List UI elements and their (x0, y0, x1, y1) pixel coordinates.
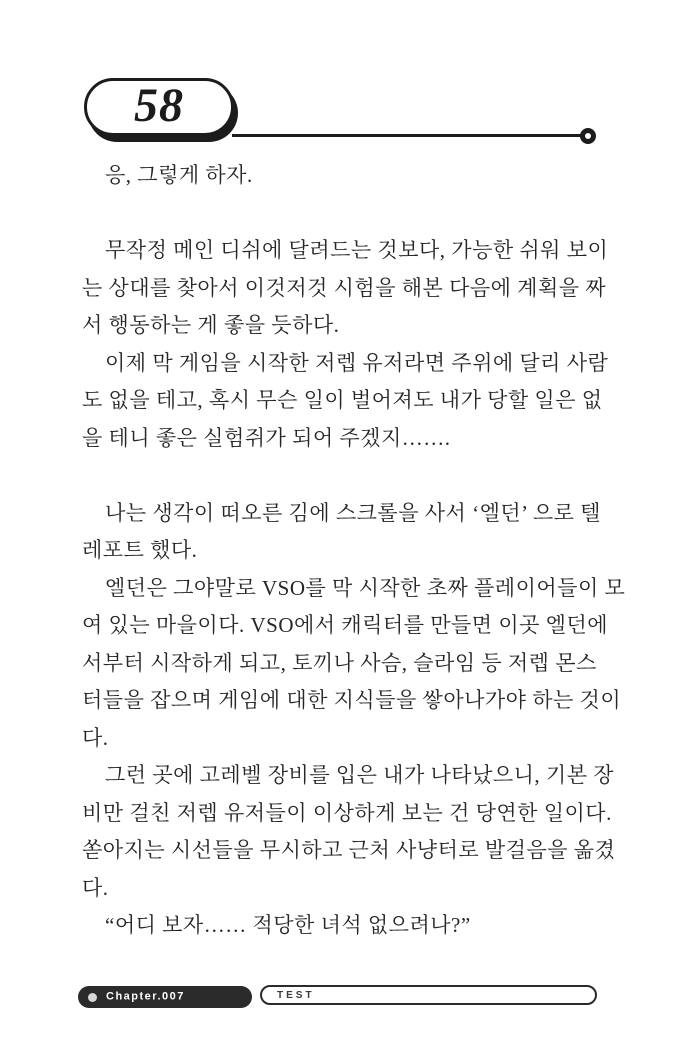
text-line: 이제 막 게임을 시작한 저렙 유저라면 주위에 달리 사람 (105, 350, 609, 375)
page-number-badge (84, 78, 234, 136)
chapter-dot-icon (88, 993, 97, 1002)
text-line: 무작정 메인 디쉬에 달려드는 것보다, 가능한 쉬워 보이 (105, 238, 609, 262)
book-title-badge (260, 985, 597, 1005)
paragraph (82, 157, 598, 195)
text-block (82, 157, 626, 945)
text-line: 나는 생각이 떠오른 김에 스크롤을 사서 ‘엘던’ 으로 텔 (105, 500, 601, 525)
text-line: 레포트 했다. (82, 538, 198, 562)
text-line: 도 없을 테고, 혹시 무슨 일이 벌어져도 내가 당할 일은 없 (82, 388, 603, 412)
text-line: 엘던은 그야말로 VSO를 막 시작한 초짜 플레이어들이 모 (105, 575, 626, 600)
paragraph (82, 757, 616, 907)
paragraph (82, 907, 598, 945)
book-title-label: TEST (277, 989, 315, 1001)
text-line: 응, 그렇게 하자. (105, 163, 253, 187)
paragraph (82, 345, 609, 458)
text-line: “어디 보자…… 적당한 녀석 없으려나?” (105, 913, 471, 937)
text-line: 다. (82, 875, 109, 900)
text-line: 는 상대를 찾아서 이것저것 시험을 해본 다음에 계획을 짜 (82, 275, 607, 300)
text-line: 쏟아지는 시선들을 무시하고 근처 사냥터로 발걸음을 옮겼 (82, 838, 616, 862)
text-line: 을 테니 좋은 실험쥐가 되어 주겠지……. (82, 425, 451, 450)
text-line: 터들을 잡으며 게임에 대한 지식들을 쌓아나가야 하는 것이 (82, 688, 622, 712)
text-line: 비만 걸친 저렙 유저들이 이상하게 보는 건 당연한 일이다. (82, 800, 612, 825)
page-number: 58 (134, 78, 184, 132)
chapter-badge (78, 986, 252, 1008)
chapter-label: Chapter.007 (106, 990, 185, 1003)
text-line: 그런 곳에 고레벨 장비를 입은 내가 나타났으니, 기본 장 (105, 763, 615, 787)
page-ring-icon (580, 128, 596, 144)
paragraph (82, 232, 609, 345)
text-line: 서부터 시작하게 되고, 토끼나 사슴, 슬라임 등 저렙 몬스 (82, 650, 597, 675)
text-line: 다. (82, 725, 109, 750)
paragraph (82, 495, 601, 570)
header-rule (232, 134, 582, 137)
text-line: 여 있는 마을이다. VSO에서 캐릭터를 만들면 이곳 엘던에 (82, 613, 609, 637)
text-line: 서 행동하는 게 좋을 듯하다. (82, 313, 340, 337)
paragraph (82, 570, 626, 758)
